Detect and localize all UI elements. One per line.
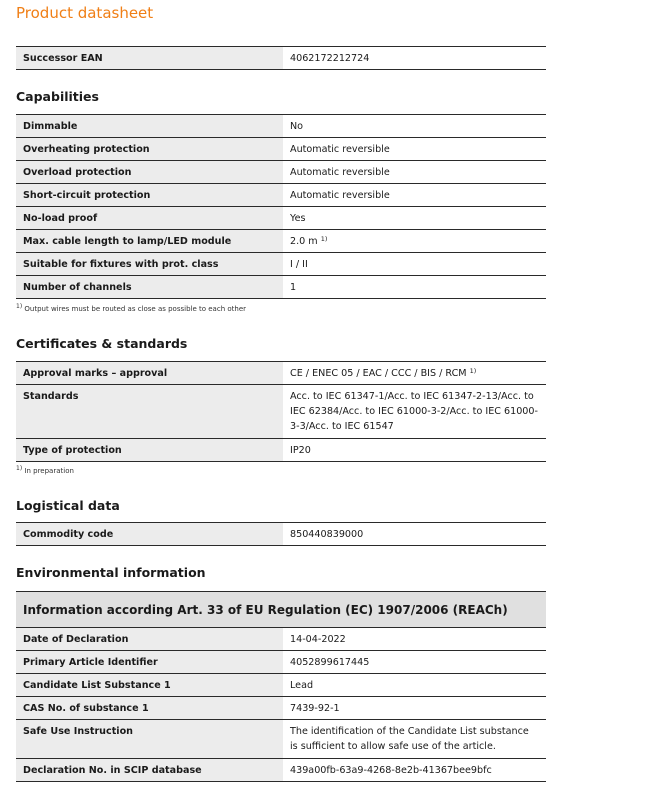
table-row xyxy=(16,362,546,385)
capabilities-title: Capabilities xyxy=(16,89,99,104)
footnote-marker: 1) xyxy=(16,303,23,310)
capabilities-footnote xyxy=(16,305,246,313)
table-row xyxy=(16,697,546,720)
footnote-marker: 1) xyxy=(469,366,477,375)
row-label: Date of Declaration xyxy=(16,628,283,651)
row-value: Lead xyxy=(283,674,546,697)
value-text: 2.0 m xyxy=(290,235,318,247)
row-value: Automatic reversible xyxy=(283,184,546,207)
value-text: CE / ENEC 05 / EAC / CCC / BIS / RCM xyxy=(290,367,467,379)
row-label: Suitable for fixtures with prot. class xyxy=(16,253,283,276)
row-label: Number of channels xyxy=(16,276,283,299)
logistical-title: Logistical data xyxy=(16,498,120,513)
row-label: Dimmable xyxy=(16,115,283,138)
capabilities-table xyxy=(16,114,546,299)
reach-table xyxy=(16,627,546,782)
row-label: Max. cable length to lamp/LED module xyxy=(16,230,283,253)
row-label: Standards xyxy=(16,385,283,439)
row-value: Automatic reversible xyxy=(283,161,546,184)
row-value: I / II xyxy=(283,253,546,276)
footnote-marker: 1) xyxy=(16,465,23,472)
table-row xyxy=(16,276,546,299)
row-label: Candidate List Substance 1 xyxy=(16,674,283,697)
row-value: 439a00fb-63a9-4268-8e2b-41367bee9bfc xyxy=(283,759,546,782)
certificates-table xyxy=(16,361,546,462)
certificates-title: Certificates & standards xyxy=(16,336,188,351)
row-value: IP20 xyxy=(283,439,546,462)
table-row xyxy=(16,207,546,230)
footnote-marker: 1) xyxy=(320,234,328,243)
footnote-text: Output wires must be routed as close as possible to each other xyxy=(24,305,246,313)
row-label: Short-circuit protection xyxy=(16,184,283,207)
table-row xyxy=(16,230,546,253)
row-label: Commodity code xyxy=(16,523,283,546)
row-value: 850440839000 xyxy=(283,523,546,546)
row-label: Approval marks – approval xyxy=(16,362,283,385)
reach-title: Information according Art. 33 of EU Regulation (EC) 1907/2006 (REACh) xyxy=(23,603,508,617)
row-value xyxy=(283,362,546,385)
row-value: 14-04-2022 xyxy=(283,628,546,651)
row-label: Declaration No. in SCIP database xyxy=(16,759,283,782)
certificates-footnote xyxy=(16,467,74,475)
table-row xyxy=(16,720,546,759)
environmental-title: Environmental information xyxy=(16,565,206,580)
row-value xyxy=(283,230,546,253)
row-label: Primary Article Identifier xyxy=(16,651,283,674)
table-row xyxy=(16,138,546,161)
table-row xyxy=(16,759,546,782)
table-row xyxy=(16,385,546,439)
table-row xyxy=(16,161,546,184)
row-label: CAS No. of substance 1 xyxy=(16,697,283,720)
page-title: Product datasheet xyxy=(16,4,154,22)
row-label: Safe Use Instruction xyxy=(16,720,283,759)
table-row xyxy=(16,47,546,70)
table-row xyxy=(16,253,546,276)
table-row xyxy=(16,628,546,651)
row-value: Yes xyxy=(283,207,546,230)
row-value: The identification of the Candidate List substance is sufficient to allow safe use of the article. xyxy=(283,720,546,759)
row-label: Successor EAN xyxy=(16,47,283,70)
row-value: Acc. to IEC 61347-1/Acc. to IEC 61347-2-13/Acc. to IEC 62384/Acc. to IEC 61000-3-2/Acc. to IEC 61000-3-3/Acc. to IEC 61547 xyxy=(283,385,546,439)
row-label: No-load proof xyxy=(16,207,283,230)
table-row xyxy=(16,115,546,138)
table-row xyxy=(16,651,546,674)
row-value: 7439-92-1 xyxy=(283,697,546,720)
row-value: 1 xyxy=(283,276,546,299)
row-value: 4062172212724 xyxy=(283,47,546,70)
table-row xyxy=(16,439,546,462)
successor-table xyxy=(16,46,546,70)
row-label: Overheating protection xyxy=(16,138,283,161)
row-label: Type of protection xyxy=(16,439,283,462)
row-value: No xyxy=(283,115,546,138)
row-label: Overload protection xyxy=(16,161,283,184)
row-value: 4052899617445 xyxy=(283,651,546,674)
row-value: Automatic reversible xyxy=(283,138,546,161)
table-row xyxy=(16,184,546,207)
table-row xyxy=(16,674,546,697)
logistical-table xyxy=(16,522,546,546)
reach-header xyxy=(16,591,546,627)
footnote-text: In preparation xyxy=(24,467,74,475)
table-row xyxy=(16,523,546,546)
